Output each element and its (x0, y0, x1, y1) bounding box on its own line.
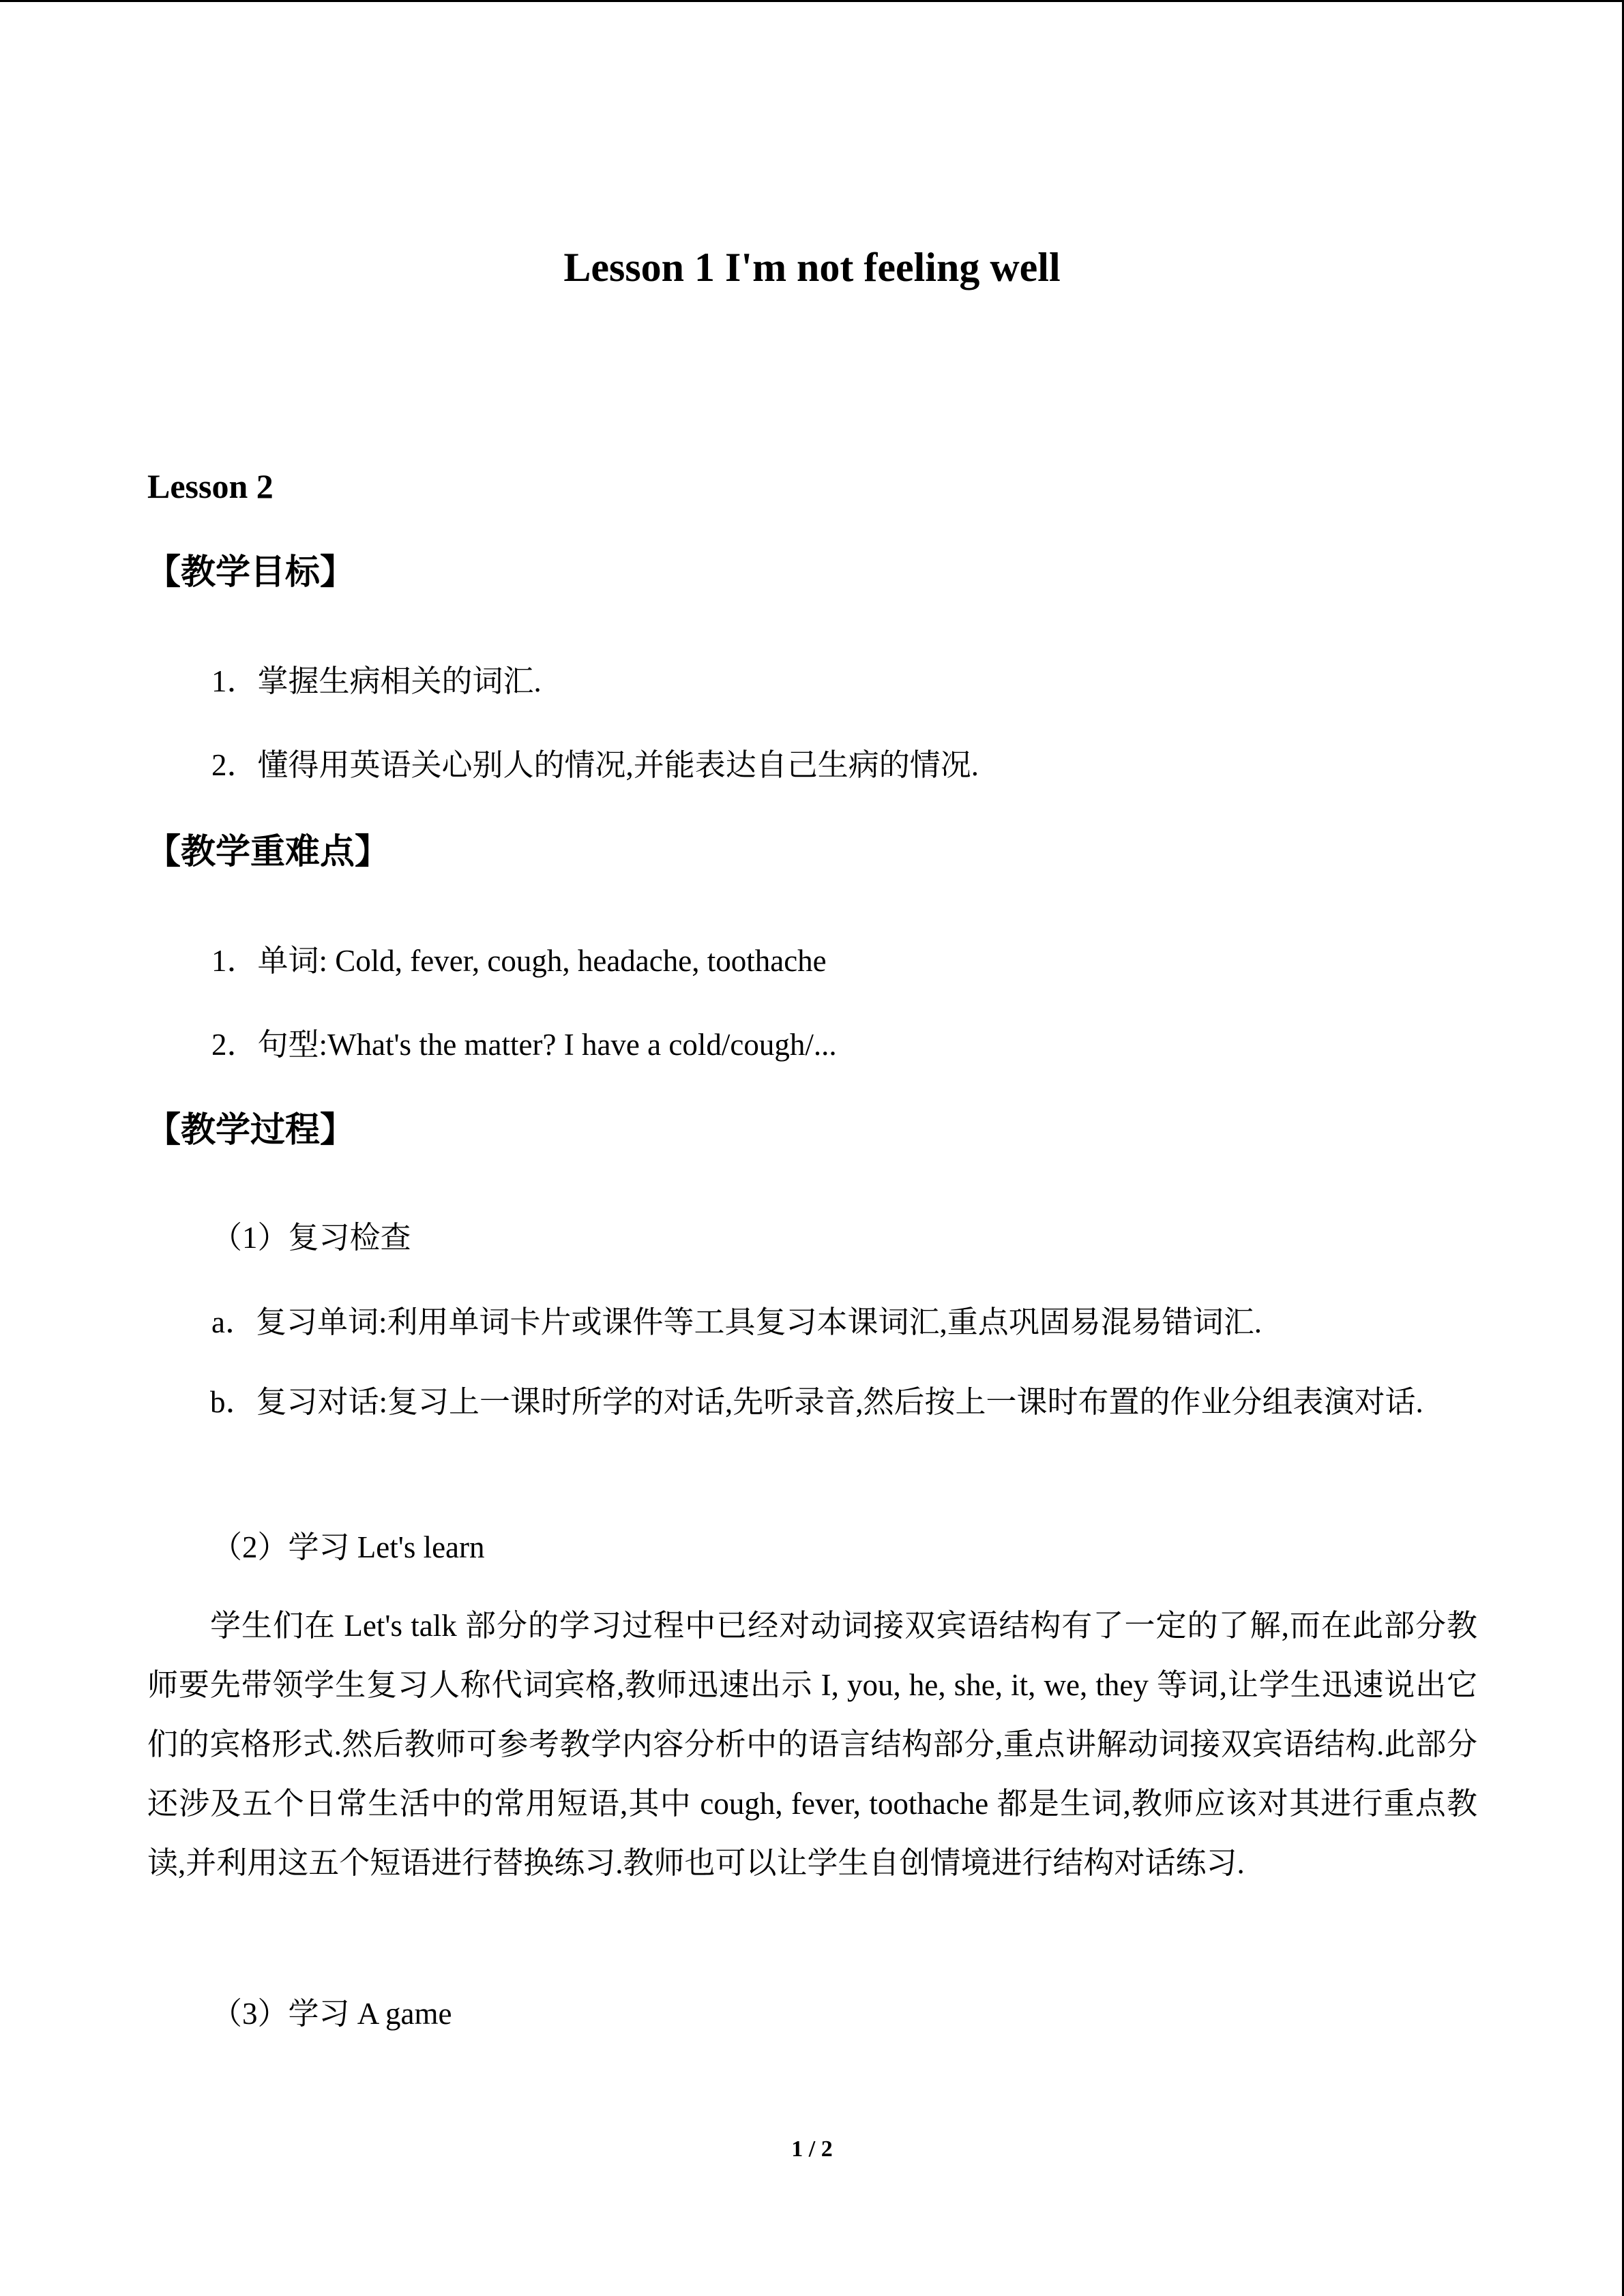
step2-body: 学生们在 Let's talk 部分的学习过程中已经对动词接双宾语结构有了一定的了解,而在此部分教师要先带领学生复习人称代词宾格,教师迅速出示 I, you, he, she, it, we, they 等词,让学生迅速说出它们的宾格形式.然后教师可参考教学内容分析中的语言结构部分,重点讲解动词接双宾语结构.此部分还涉及五个日常生活中的常用短语,其中 cough, fever, toothache 都是生词,教师应该对其进行重点教读,并利用这五个短语进行替换练习.教师也可以让学生自创情境进行结构对话练习. (147, 1609, 1477, 1880)
step1-item-b: b．复习对话:复习上一课时所学的对话,先听录音,然后按上一课时布置的作业分组表演对话. (210, 1385, 1423, 1419)
objective-item-2: 2．懂得用英语关心别人的情况,并能表达自己生病的情况. (211, 748, 979, 782)
key-point-item-2: 2．句型:What's the matter? I have a cold/cough/... (211, 1028, 837, 1062)
lesson-label: Lesson 2 (147, 467, 274, 505)
key-point-item-1: 1．单词: Cold, fever, cough, headache, toothache (211, 944, 827, 978)
objective-item-1: 1．掌握生病相关的词汇. (211, 664, 542, 698)
document-title: Lesson 1 I'm not feeling well (563, 245, 1061, 290)
key-points-heading: 【教学重难点】 (146, 832, 390, 872)
step2-title: （2）学习 Let's learn (211, 1530, 485, 1564)
step1-title: （1）复习检查 (211, 1221, 411, 1255)
page-number: 1 / 2 (791, 2136, 833, 2162)
step3-title: （3）学习 A game (211, 1997, 452, 2031)
objectives-heading: 【教学目标】 (146, 552, 355, 593)
process-heading: 【教学过程】 (146, 1110, 355, 1150)
step1-item-a: a．复习单词:利用单词卡片或课件等工具复习本课词汇,重点巩固易混易错词汇. (211, 1305, 1262, 1339)
